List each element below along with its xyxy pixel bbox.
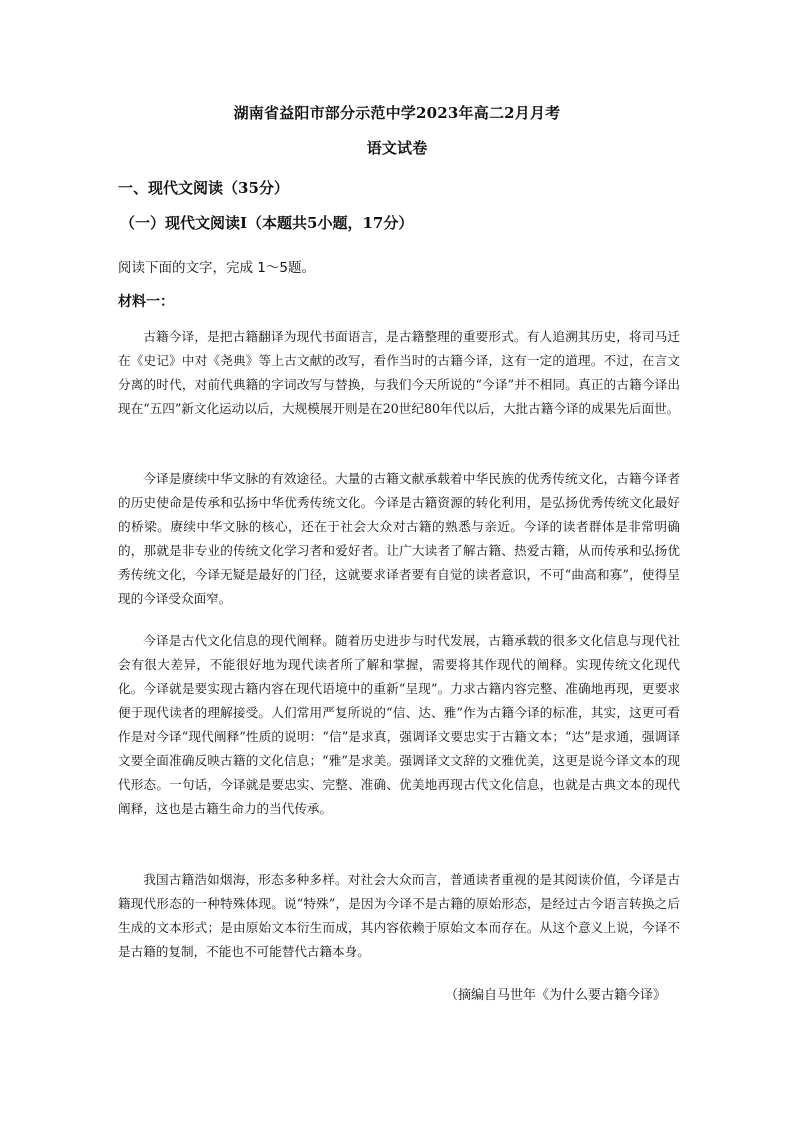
exam-subtitle: 语文试卷: [366, 139, 428, 157]
reading-instruction: 阅读下面的文字，完成 1～5题。: [118, 260, 315, 276]
material-label: 材料一：: [118, 294, 174, 310]
paragraph-4: 我国古籍浩如烟海，形态多种多样。对社会大众而言，普通读者重视的是其阅读价值，今译是古籍现代形态的一种特殊体现。说“特殊”，是因为今译不是古籍的原始形态，是经过古今语言转换之后生成的文本形式；是由原始文本衍生而成，其内容依赖于原始文本而存在。从这个意义上说，今译不是古籍的复制，不能也不可能替代古籍本身。: [118, 872, 680, 959]
source-citation: （摘编自马世年《为什么要古籍今译》: [444, 988, 666, 1003]
paragraph-1: 古籍今译，是把古籍翻译为现代书面语言，是古籍整理的重要形式。有人追溯其历史，将司马迁在《史记》中对《尧典》等上古文献的改写，看作当时的古籍今译，这有一定的道理。不过，在言文分离的时代，对前代典籍的字词改写与替换，与我们今天所说的“今译”并不相同。真正的古籍今译出现在“五四”新文化运动以后，大规模展开则是在20世纪80年代以后，大批古籍今译的成果先后面世。: [118, 329, 680, 416]
section-subheading: （一）现代文阅读Ⅰ（本题共5小题，17分）: [120, 214, 414, 232]
paragraph-2: 今译是赓续中华文脉的有效途径。大量的古籍文献承载着中华民族的优秀传统文化，古籍今译者的历史使命是传承和弘扬中华优秀传统文化。今译是古籍资源的转化利用，是弘扬优秀传统文化最好的桥梁。赓续中华文脉的核心，还在于社会大众对古籍的熟悉与亲近。今译的读者群体是非常明确的，那就是非专业的传统文化学习者和爱好者。让广大读者了解古籍、热爱古籍，从而传承和弘扬优秀传统文化，今译无疑是最好的门径，这就要求译者要有自觉的读者意识，不可“曲高和寡”，使得呈现的今译受众面窄。: [118, 471, 680, 606]
section-heading: 一、现代文阅读（35分）: [118, 179, 289, 197]
exam-title: 湖南省益阳市部分示范中学2023年高二2月月考: [233, 104, 561, 122]
paragraph-3: 今译是古代文化信息的现代阐释。随着历史进步与时代发展，古籍承载的很多文化信息与现代社会有很大差异，不能很好地为现代读者所了解和掌握，需要将其作现代的阐释。实现传统文化现代化。今译就是要实现古籍内容在现代语境中的重新“呈现”。力求古籍内容完整、准确地再现，更要求便于现代读者的理解接受。人们常用严复所说的“信、达、雅”作为古籍今译的标准，其实，这更可看作是对今译“现代阐释”性质的说明：“信”是求真，强调译文要忠实于古籍文本；“达”是求通，强调译文要全面准确反映古籍的文化信息；“雅”是求美。强调译文文辞的文雅优美，这更是说今译文本的现代形态。一句话，今译就是要忠实、完整、准确、优美地再现古代文化信息，也就是古典文本的现代阐释，这也是古籍生命力的当代传承。: [118, 633, 680, 816]
